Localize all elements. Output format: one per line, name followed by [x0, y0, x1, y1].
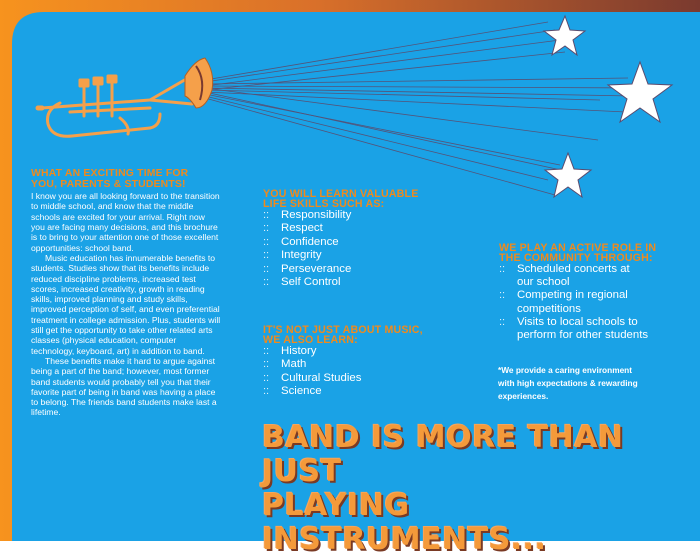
bullet-icon: ::: [499, 315, 506, 328]
list-item: [263, 222, 463, 235]
list-item: [263, 236, 463, 249]
note-line2: with high expectations & rewarding: [498, 378, 638, 388]
list-item-label: Math: [281, 358, 307, 371]
list-item: [263, 385, 463, 398]
list-item-label: Visits to local schools to: [517, 315, 638, 328]
list-item-label: History: [281, 345, 317, 357]
tagline-line2: PLAYING INSTRUMENTS...: [262, 488, 547, 557]
bullet-icon: ::: [263, 385, 270, 398]
caring-environment-note: [498, 364, 688, 403]
list-item: [263, 276, 463, 289]
list-item: [499, 263, 684, 289]
list-item-label: our school: [517, 276, 570, 289]
community-heading-line2: THE COMMUNITY THROUGH:: [499, 252, 653, 264]
intro-paragraph-3: These benefits make it hard to argue against being a part of the band; however, most former band students would probably tell you that their favorite part of being in band was having a place to belong. The friends band students make last a lifetime.: [31, 355, 217, 418]
intro-paragraph-1: I know you are all looking forward to the transition to middle school, and know that the middle schools are excited for your arrival. Right now you are facing many decisions, and this brochure is to bring to your attention one of those excellent opportunities: school band.: [31, 191, 220, 253]
list-item: [263, 345, 463, 358]
list-item-label: Competing in regional: [517, 289, 628, 302]
list-item-label: Perseverance: [281, 262, 352, 275]
list-item: [263, 263, 463, 276]
list-item: [263, 209, 463, 222]
list-item-label: Respect: [281, 222, 323, 235]
life-skills-list: [263, 209, 463, 289]
list-item: [499, 289, 684, 315]
community-list: [499, 263, 684, 342]
life-skills-heading-line2: LIFE SKILLS SUCH AS:: [263, 198, 385, 210]
bullet-icon: ::: [263, 276, 270, 289]
bullet-icon: ::: [263, 262, 270, 275]
community-section: [499, 243, 684, 342]
bullet-icon: ::: [499, 263, 506, 275]
note-line1: *We provide a caring environment: [498, 365, 633, 375]
list-item: [263, 249, 463, 262]
intro-heading-line1: WHAT AN EXCITING TIME FOR: [31, 168, 189, 179]
bullet-icon: ::: [263, 209, 270, 221]
list-item-label: Integrity: [281, 249, 322, 262]
bullet-icon: ::: [263, 249, 270, 262]
intro-heading: [31, 169, 221, 190]
note-line3: experiences.: [498, 391, 549, 401]
intro-heading-line2: YOU, PARENTS & STUDENTS!: [31, 178, 186, 190]
bullet-icon: ::: [263, 358, 270, 371]
intro-paragraph-2: Music education has innumerable benefits to students. Studies show that its benefits include reduced discipline problems, increased test scores, increased creativity, growth in reading skills, improved planning and study skills, improved perception of self, and even preferential treatment in college admission. Plus, students will still get the opportunity to take other related arts classes (physical education, computer technology, keyboard, art) in addition to band.: [31, 252, 221, 356]
bullet-icon: ::: [263, 235, 270, 248]
community-heading: [499, 243, 684, 263]
intro-column: [31, 169, 221, 418]
list-item-label: competitions: [517, 302, 581, 315]
bullet-icon: ::: [499, 289, 506, 302]
community-heading-line1: WE PLAY AN ACTIVE ROLE IN: [499, 242, 657, 254]
list-item: [263, 372, 463, 385]
also-learn-heading-line2: WE ALSO LEARN:: [263, 334, 358, 346]
also-learn-section: [263, 325, 463, 399]
bullet-icon: ::: [263, 371, 270, 384]
list-item-label: Scheduled concerts at: [517, 263, 630, 275]
also-learn-heading-line1: IT'S NOT JUST ABOUT MUSIC,: [263, 324, 423, 336]
bullet-icon: ::: [263, 345, 270, 357]
bullet-icon: ::: [263, 222, 270, 235]
also-learn-list: [263, 345, 463, 399]
list-item-label: Science: [281, 385, 322, 398]
life-skills-heading-line1: YOU WILL LEARN VALUABLE: [263, 188, 419, 200]
tagline-line1: BAND IS MORE THAN JUST: [262, 420, 624, 489]
list-item-label: perform for other students: [517, 329, 649, 342]
list-item-label: Responsibility: [281, 209, 352, 221]
list-item: [263, 358, 463, 371]
also-learn-heading: [263, 325, 463, 345]
list-item-label: Self Control: [281, 276, 341, 289]
life-skills-heading: [263, 189, 463, 209]
life-skills-section: [263, 189, 463, 289]
list-item-label: Cultural Studies: [281, 371, 362, 384]
list-item-label: Confidence: [281, 235, 339, 248]
tagline: [262, 421, 682, 557]
list-item: [499, 316, 684, 342]
